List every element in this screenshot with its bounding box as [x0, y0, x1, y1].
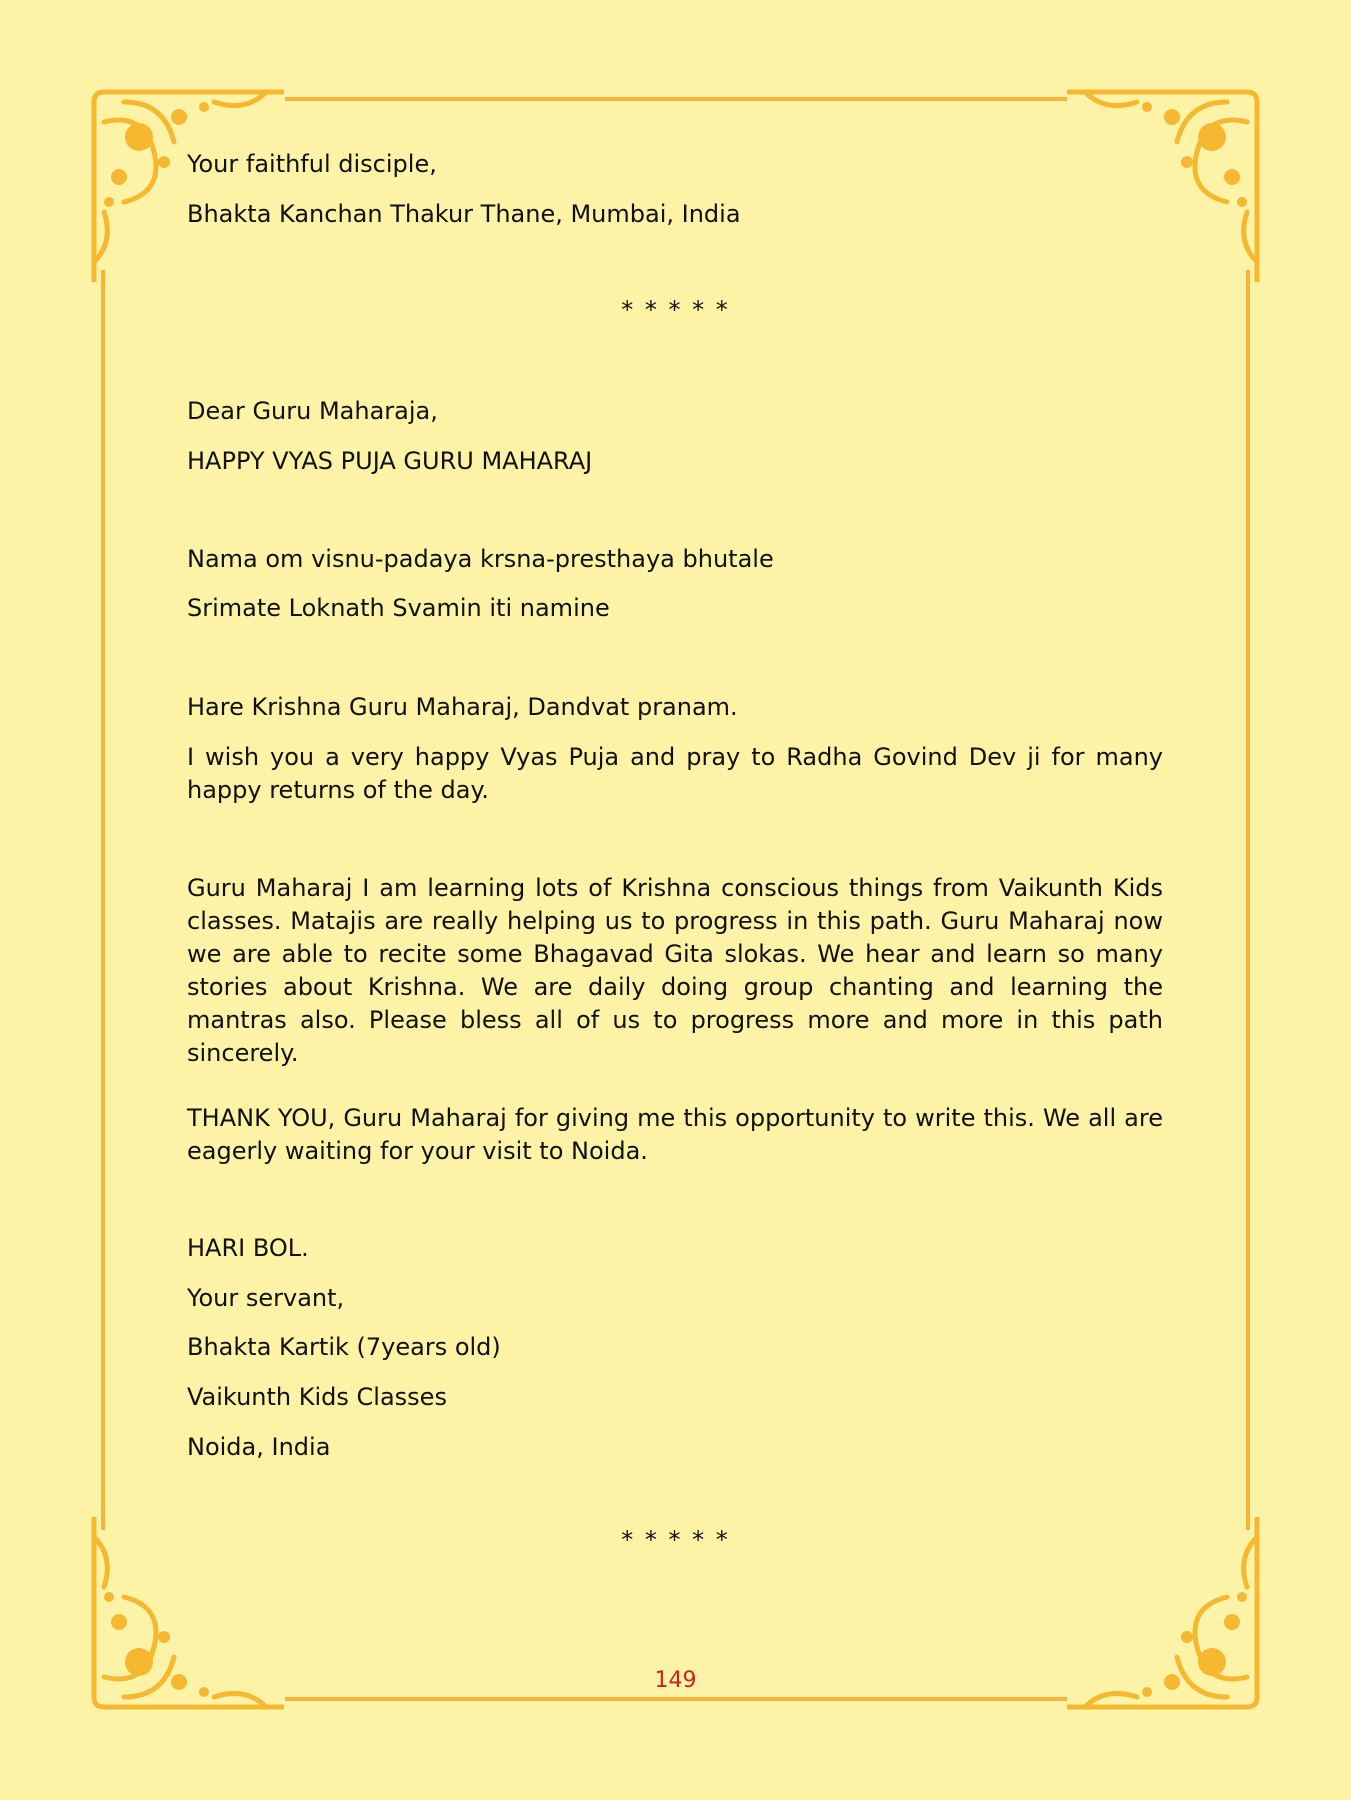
letter1-closing: Your faithful disciple,: [187, 150, 437, 178]
floral-ornament-icon: [1067, 82, 1267, 282]
corner-ornament-top-left: [84, 82, 284, 282]
mantra-line-1: Nama om visnu-padaya krsna-presthaya bhutale: [187, 545, 774, 573]
border-right: [1246, 270, 1250, 1530]
letter2-wish: I wish you a very happy Vyas Puja and pray to Radha Govind Dev ji for many happy returns of the day.: [187, 743, 1163, 804]
border-left: [101, 270, 105, 1530]
letter1-signature: Bhakta Kanchan Thakur Thane, Mumbai, India: [187, 200, 741, 228]
letter2-pranam: Hare Krishna Guru Maharaj, Dandvat pranam.: [187, 693, 738, 721]
separator-2: * * * * *: [621, 1526, 730, 1554]
letter2-body: Guru Maharaj I am learning lots of Krishna conscious things from Vaikunth Kids classes. Matajis are really helping us to progress in this path. Guru Maharaj now we are able to recite some Bhagavad Gita slokas. We hear and learn so many stories about Krishna. We are daily doing group chanting and learning the mantras also. Please bless all of us to progress more and more in this path sincerely.: [187, 874, 1163, 1067]
corner-ornament-top-right: [1067, 82, 1267, 282]
page-number: 149: [654, 1668, 697, 1693]
letter2-salutation: Dear Guru Maharaja,: [187, 397, 438, 425]
mantra-line-2: Srimate Loknath Svamin iti namine: [187, 594, 610, 622]
separator-1: * * * * *: [621, 296, 730, 324]
border-bottom: [285, 1697, 1067, 1701]
letter2-name: Bhakta Kartik (7years old): [187, 1333, 501, 1361]
letter2-class: Vaikunth Kids Classes: [187, 1383, 447, 1411]
letter2-place: Noida, India: [187, 1433, 331, 1461]
letter2-closing: Your servant,: [187, 1284, 345, 1312]
floral-ornament-icon: [84, 82, 284, 282]
border-top: [285, 97, 1067, 101]
letter2-thanks: THANK YOU, Guru Maharaj for giving me this opportunity to write this. We all are eagerly waiting for your visit to Noida.: [187, 1104, 1163, 1165]
letter2-hari-bol: HARI BOL.: [187, 1234, 309, 1262]
letter2-greeting: HAPPY VYAS PUJA GURU MAHARAJ: [187, 447, 593, 475]
